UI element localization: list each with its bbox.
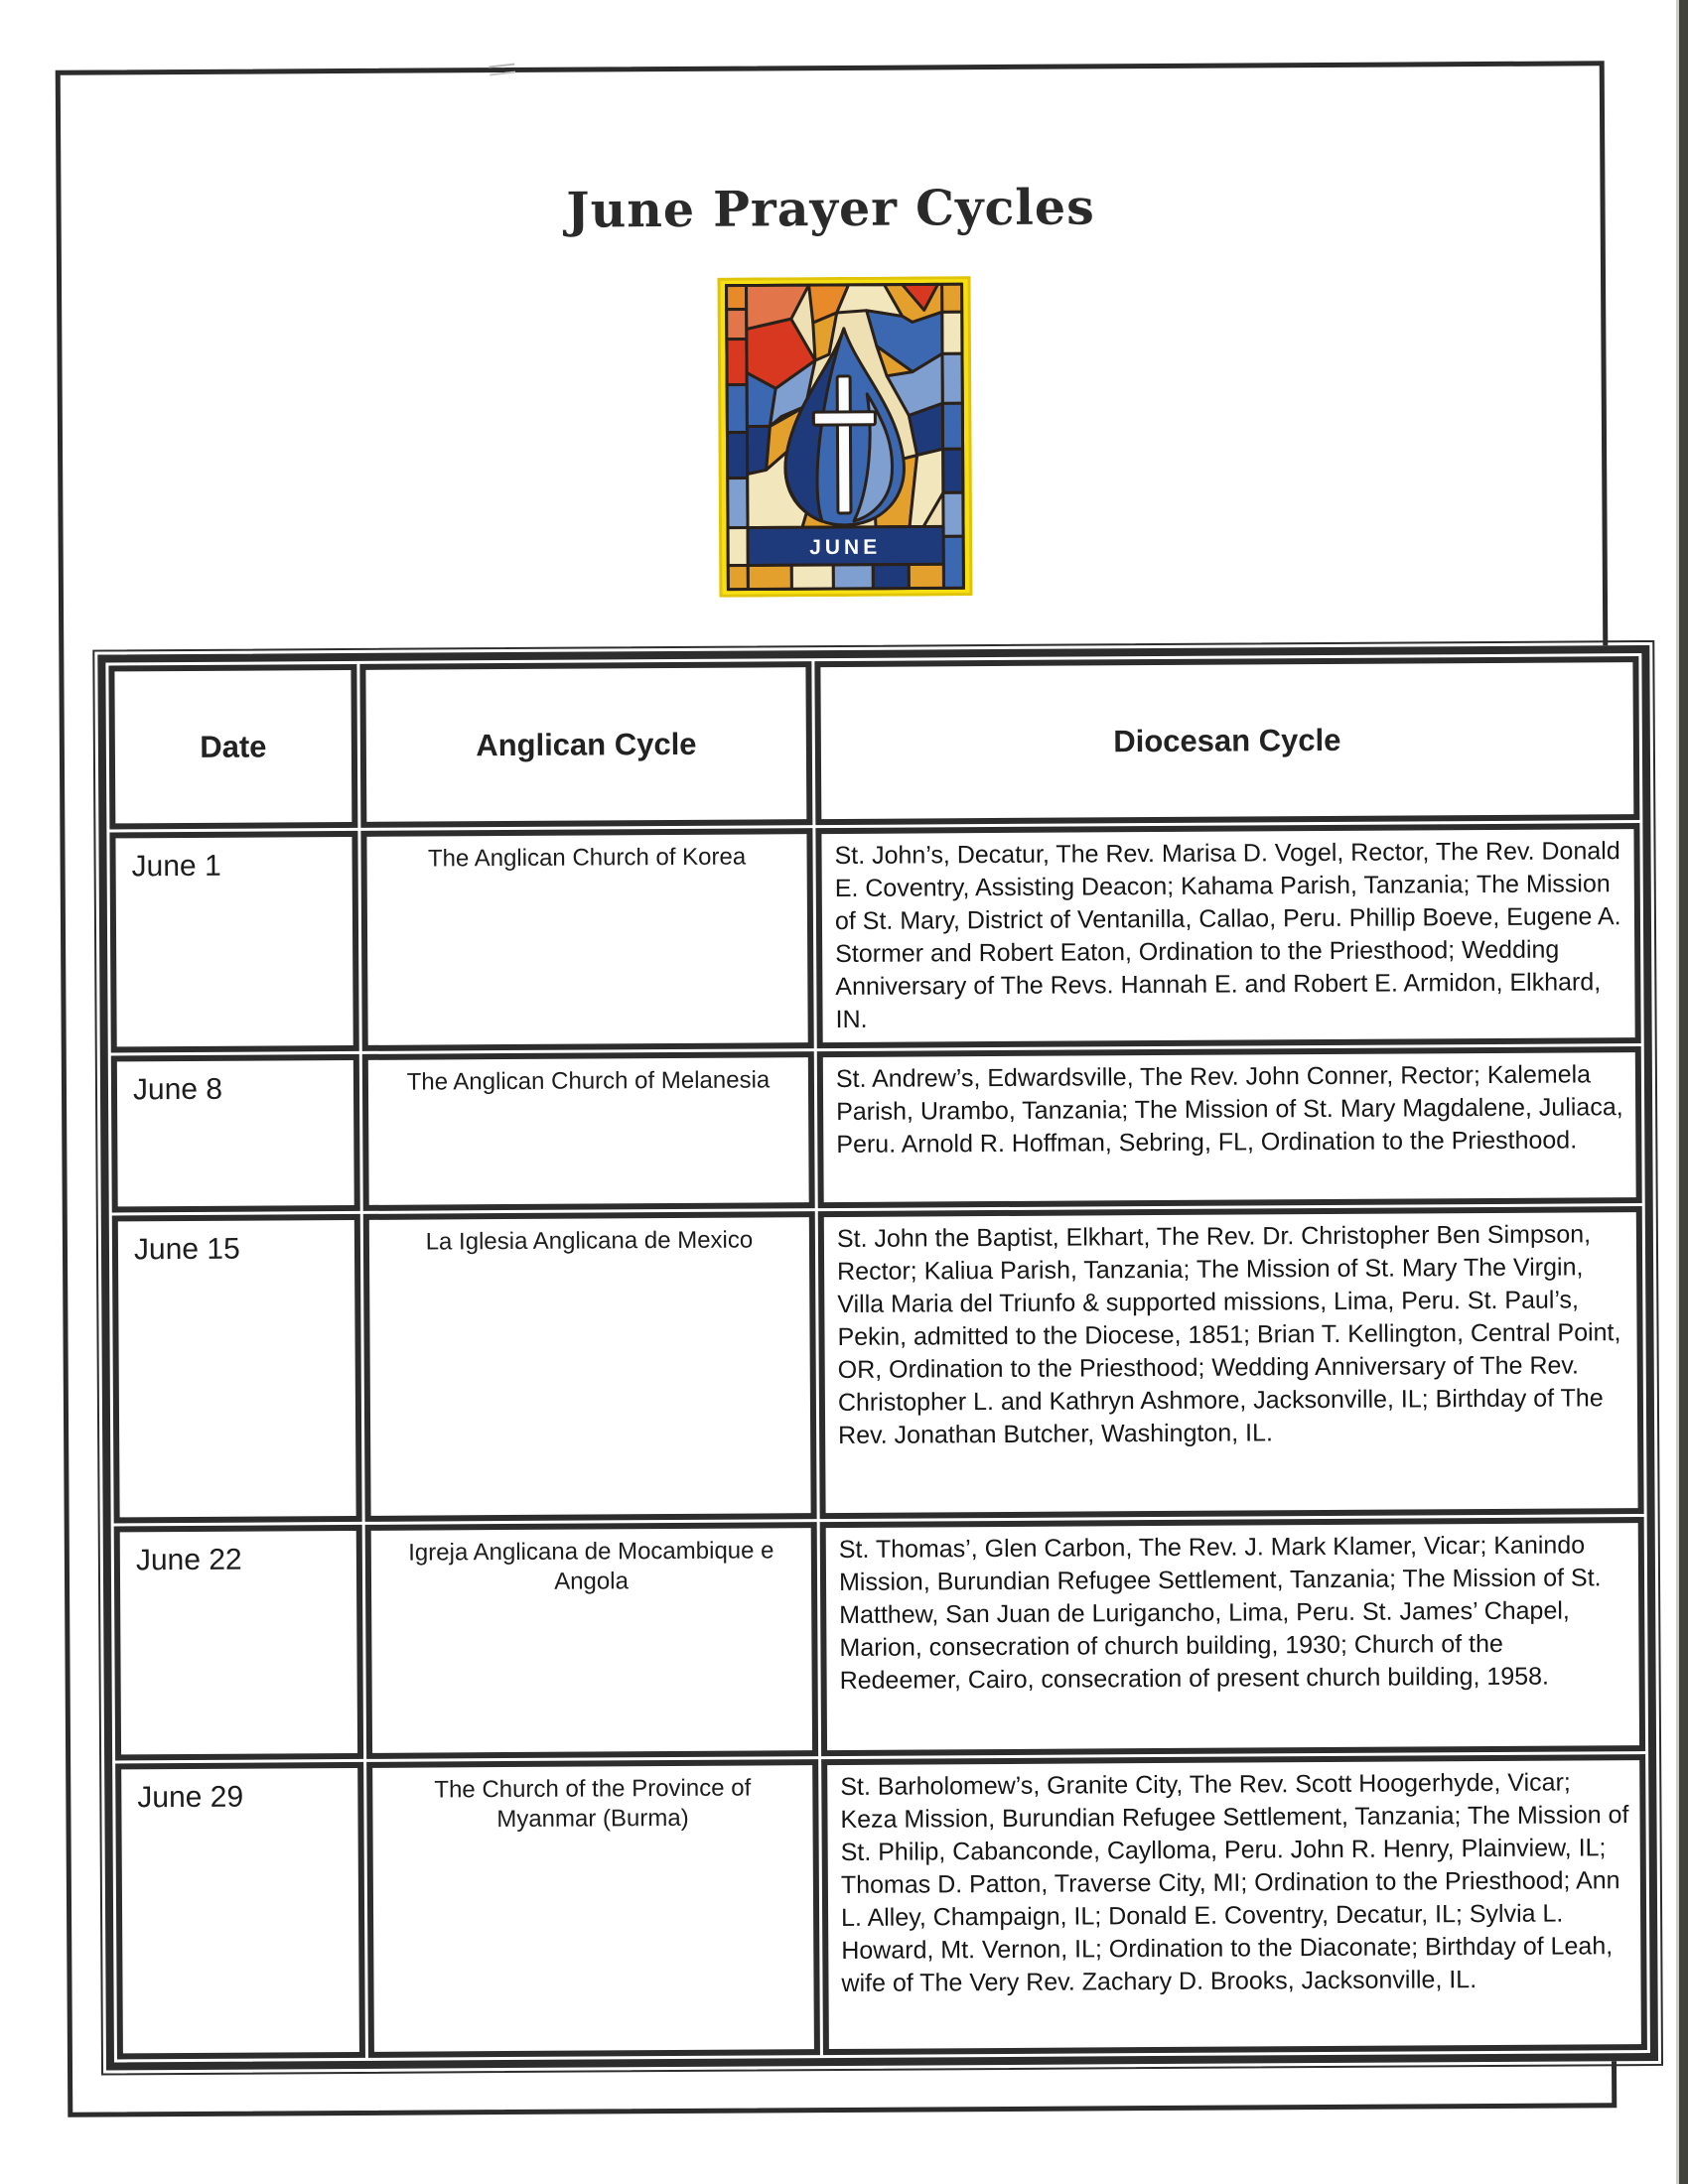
column-header-diocesan-cycle: Diocesan Cycle	[814, 656, 1639, 825]
table-row	[115, 1754, 1647, 2059]
glass-month-label: JUNE	[809, 535, 882, 560]
date-cell: June 1	[109, 831, 358, 1053]
cross-icon	[837, 376, 851, 513]
column-header-anglican-cycle: Anglican Cycle	[359, 661, 812, 828]
date-cell: June 22	[114, 1525, 363, 1761]
page-title: June Prayer Cycles	[566, 178, 1095, 239]
header-row	[108, 656, 1639, 829]
stained-glass-image	[717, 276, 973, 598]
column-header-date: Date	[108, 664, 357, 830]
anglican-cycle-cell: The Anglican Church of Korea	[360, 828, 813, 1051]
table-row	[109, 823, 1640, 1052]
cross-icon	[813, 412, 875, 425]
scan-edge	[1679, 0, 1688, 2184]
table-row	[114, 1517, 1645, 1760]
anglican-cycle-cell: Igreja Anglicana de Mocambique e Angola	[365, 1522, 818, 1759]
page-border-frame	[56, 61, 1629, 2116]
diocesan-cycle-cell: St. Andrew’s, Edwardsville, The Rev. John Conner, Rector; Kalemela Parish, Urambo, Tanzania; The Mission of St. Mary Magdalene, Juliaca, Peru. Arnold R. Hoffman, Sebring, FL, Ordination to the Priesthood.	[817, 1046, 1642, 1208]
diocesan-cycle-cell: St. Thomas’, Glen Carbon, The Rev. J. Mark Klamer, Vicar; Kanindo Mission, Burundian Refugee Settlement, Tanzania; The Mission of St. Matthew, San Juan de Lurigancho, Lima, Peru. St. James’ Chapel, Marion, consecration of church building, 1930; Church of the Redeemer, Cairo, consecration of present church building, 1958.	[820, 1517, 1645, 1756]
diocesan-cycle-cell: St. John’s, Decatur, The Rev. Marisa D. Vogel, Rector, The Rev. Donald E. Coventry, Assisting Deacon; Kahama Parish, Tanzania; The Mission of St. Mary, District of Ventanilla, Callao, Peru. Phillip Boeve, Eugene A. Stormer and Robert Eaton, Ordination to the Priesthood; Wedding Anniversary of The Revs. Hannah E. and Robert E. Armidon, Elkhard, IN.	[815, 823, 1640, 1048]
date-cell: June 8	[111, 1054, 360, 1213]
stained-glass-svg	[717, 276, 973, 598]
diocesan-cycle-cell: St. John the Baptist, Elkhart, The Rev. Dr. Christopher Ben Simpson, Rector; Kaliua Parish, Tanzania; The Mission of St. Mary The Virgin, Villa Maria del Triunfo & supported missions, Lima, Peru. St. Paul’s, Pekin, admitted to the Diocese, 1851; Brian T. Kellington, Central Point, OR, Ordination to the Priesthood; Wedding Anniversary of The Rev. Christopher L. and Kathryn Ashmore, Jacksonville, IL; Birthday of The Rev. Jonathan Butcher, Washington, IL.	[818, 1206, 1644, 1519]
diocesan-cycle-cell: St. Barholomew’s, Granite City, The Rev. Scott Hoogerhyde, Vicar; Keza Mission, Burundian Refugee Settlement, Tanzania; The Mission of St. Philip, Cabanconde, Caylloma, Peru. John R. Henry, Plainview, IL; Thomas D. Patton, Traverse City, MI; Ordination to the Priesthood; Ann L. Alley, Champaign, IL; Donald E. Coventry, Decatur, IL; Sylvia L. Howard, Mt. Vernon, IL; Ordination to the Diaconate; Birthday of Leah, wife of The Very Rev. Zachary D. Brooks, Jacksonville, IL.	[821, 1754, 1647, 2055]
table-row	[112, 1206, 1644, 1523]
date-cell: June 15	[112, 1214, 362, 1524]
prayer-cycles-table	[97, 645, 1658, 2071]
table-row	[111, 1046, 1642, 1212]
anglican-cycle-cell: The Church of the Province of Myanmar (Burma)	[366, 1759, 820, 2058]
anglican-cycle-cell: La Iglesia Anglicana de Mexico	[363, 1211, 817, 1522]
date-cell: June 29	[115, 1762, 365, 2060]
scan-artifact	[489, 64, 515, 76]
anglican-cycle-cell: The Anglican Church of Melanesia	[362, 1051, 815, 1211]
